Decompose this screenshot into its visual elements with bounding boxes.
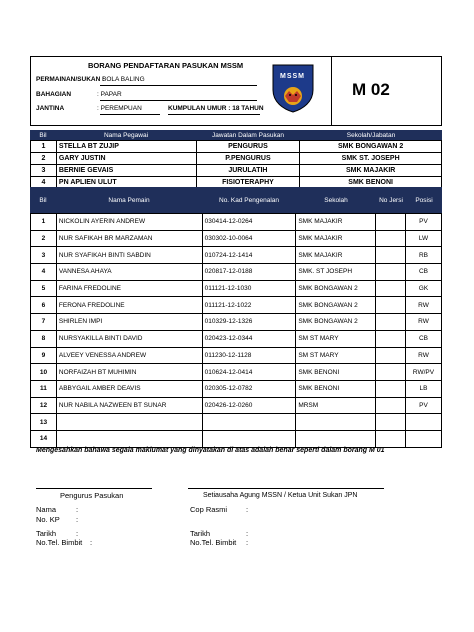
players-header (30, 187, 442, 213)
code-divider (331, 56, 332, 126)
player-nama-cell: NUR SYAFIKAH BINTI SABDIN (56, 247, 202, 264)
player-ic-cell: 020817-12-0188 (202, 264, 296, 281)
players-header-jersi: No Jersi (379, 197, 403, 204)
permainan-value: BOLA BALING (102, 76, 145, 83)
player-jersi-cell (376, 347, 406, 364)
official-nama-cell: GARY JUSTIN (56, 153, 196, 165)
player-nama-cell: SHIRLEN IMPI (56, 314, 202, 331)
player-jersi-cell (376, 297, 406, 314)
tel-left-colon: : (90, 538, 93, 547)
player-ic-cell: 011230-12-1128 (202, 347, 296, 364)
player-sekolah-cell: SMK BONGAWAN 2 (296, 280, 376, 297)
bahagian-label: BAHAGIAN (36, 91, 72, 98)
players-header-posisi: Posisi (415, 197, 433, 204)
official-sekolah-cell: SMK MAJAKIR (300, 165, 442, 177)
player-sekolah-cell (296, 430, 376, 447)
official-jawatan-cell: PENGURUS (196, 141, 300, 153)
mssm-logo (270, 62, 316, 114)
player-bil-cell: 3 (31, 247, 57, 264)
right-signature-title: Setiausaha Agung MSSN / Ketua Unit Sukan JPN (203, 492, 358, 499)
nokp-label: No. KP (36, 515, 60, 524)
player-row (31, 214, 442, 231)
player-sekolah-cell: MRSM (296, 397, 376, 414)
left-signature-line (36, 488, 152, 489)
player-ic-cell: 011121-12-1022 (202, 297, 296, 314)
tel-right-colon: : (246, 538, 249, 547)
player-jersi-cell (376, 414, 406, 431)
logo-text: MSSM (280, 73, 305, 80)
official-row (31, 153, 442, 165)
player-nama-cell: NORFAIZAH BT MUHIMIN (56, 364, 202, 381)
player-sekolah-cell: SMK BONGAWAN 2 (296, 314, 376, 331)
player-bil-cell: 5 (31, 280, 57, 297)
left-signature-title: Pengurus Pasukan (60, 491, 124, 500)
tarikh-right-colon: : (246, 529, 249, 538)
player-sekolah-cell: SMK. ST JOSEPH (296, 264, 376, 281)
player-bil-cell: 9 (31, 347, 57, 364)
player-jersi-cell (376, 330, 406, 347)
official-row (31, 141, 442, 153)
tarikh-left-label: Tarikh (36, 529, 57, 538)
officials-header-jawatan: Jawatan Dalam Pasukan (212, 132, 284, 139)
player-jersi-cell (376, 214, 406, 231)
player-nama-cell (56, 430, 202, 447)
players-header-nama: Nama Pemain (108, 197, 150, 204)
player-nama-cell: FARINA FREDOLINE (56, 280, 202, 297)
cop-rasmi-colon: : (246, 505, 249, 514)
player-nama-cell: NURSYAKILLA BINTI DAVID (56, 330, 202, 347)
player-posisi-cell: RB (406, 247, 442, 264)
official-jawatan-cell: P.PENGURUS (196, 153, 300, 165)
player-row (31, 297, 442, 314)
player-ic-cell: 030414-12-0264 (202, 214, 296, 231)
jantina-label: JANTINA (36, 105, 65, 112)
form-code: M 02 (352, 80, 390, 99)
player-ic-cell: 020305-12-0782 (202, 380, 296, 397)
tel-left-label: No.Tel. Bimbit (36, 538, 83, 547)
player-sekolah-cell: SMK MAJAKIR (296, 230, 376, 247)
player-sekolah-cell: SM ST MARY (296, 330, 376, 347)
official-row (31, 165, 442, 177)
player-row (31, 264, 442, 281)
kumpulan-underline (168, 114, 260, 115)
players-header-bil: Bil (39, 197, 47, 204)
player-jersi-cell (376, 230, 406, 247)
player-bil-cell: 10 (31, 364, 57, 381)
player-nama-cell (56, 414, 202, 431)
official-sekolah-cell: SMK BONGAWAN 2 (300, 141, 442, 153)
official-nama-cell: PN APLIEN ULUT (56, 177, 196, 189)
player-nama-cell: ALVEEY VENESSA ANDREW (56, 347, 202, 364)
form-title: BORANG PENDAFTARAN PASUKAN MSSM (88, 61, 244, 70)
player-jersi-cell (376, 314, 406, 331)
player-sekolah-cell: SMK BENONI (296, 364, 376, 381)
player-row (31, 380, 442, 397)
player-bil-cell: 4 (31, 264, 57, 281)
player-ic-cell: 020426-12-0260 (202, 397, 296, 414)
player-posisi-cell: LB (406, 380, 442, 397)
player-nama-cell: NUR NABILA NAZWEEN BT SUNAR (56, 397, 202, 414)
player-posisi-cell: RW (406, 314, 442, 331)
players-header-sekolah: Sekolah (324, 197, 348, 204)
player-ic-cell: 011121-12-1030 (202, 280, 296, 297)
player-row (31, 314, 442, 331)
player-posisi-cell: CB (406, 330, 442, 347)
player-jersi-cell (376, 430, 406, 447)
official-sekolah-cell: SMK BENONI (300, 177, 442, 189)
official-nama-cell: STELLA BT ZUJIP (56, 141, 196, 153)
player-row (31, 430, 442, 447)
player-sekolah-cell: SMK BONGAWAN 2 (296, 297, 376, 314)
player-nama-cell: FERONA FREDOLINE (56, 297, 202, 314)
jantina-underline (100, 114, 160, 115)
player-ic-cell (202, 430, 296, 447)
player-row (31, 280, 442, 297)
player-sekolah-cell: SMK BENONI (296, 380, 376, 397)
player-ic-cell: 010624-12-0414 (202, 364, 296, 381)
official-bil-cell: 1 (31, 141, 57, 153)
kumpulan-umur: KUMPULAN UMUR : 18 TAHUN (168, 105, 264, 112)
player-jersi-cell (376, 380, 406, 397)
player-bil-cell: 6 (31, 297, 57, 314)
jantina-value: : PEREMPUAN (97, 105, 142, 112)
player-posisi-cell (406, 430, 442, 447)
declaration-text: Mengesahkan bahawa segala maklumat yang dinyatakan di atas adalah benar seperti dalam borang M 01 (36, 447, 385, 454)
officials-table (30, 140, 442, 189)
player-ic-cell: 010329-12-1326 (202, 314, 296, 331)
player-sekolah-cell: SMK MAJAKIR (296, 247, 376, 264)
player-row (31, 330, 442, 347)
nama-colon: : (76, 505, 79, 514)
officials-header (30, 130, 442, 140)
player-bil-cell: 2 (31, 230, 57, 247)
bahagian-underline (100, 100, 257, 101)
player-jersi-cell (376, 247, 406, 264)
right-signature-line (188, 488, 384, 489)
bahagian-value: : PAPAR (97, 91, 122, 98)
players-table (30, 213, 442, 448)
officials-header-sekolah: Sekolah/Jabatan (346, 132, 396, 139)
player-jersi-cell (376, 364, 406, 381)
permainan-underline (100, 85, 257, 86)
player-jersi-cell (376, 280, 406, 297)
player-ic-cell: 020423-12-0344 (202, 330, 296, 347)
tarikh-right-label: Tarikh (190, 529, 211, 538)
official-sekolah-cell: SMK ST. JOSEPH (300, 153, 442, 165)
official-jawatan-cell: FISIOTERAPHY (196, 177, 300, 189)
player-nama-cell: VANNESA AHAYA (56, 264, 202, 281)
player-row (31, 247, 442, 264)
players-header-ic: No. Kad Pengenalan (219, 197, 279, 204)
player-ic-cell: 010724-12-1414 (202, 247, 296, 264)
player-nama-cell: ABBYGAIL AMBER DEAVIS (56, 380, 202, 397)
player-row (31, 230, 442, 247)
officials-header-bil: Bil (39, 132, 47, 139)
official-bil-cell: 4 (31, 177, 57, 189)
player-posisi-cell: CB (406, 264, 442, 281)
player-sekolah-cell (296, 414, 376, 431)
player-bil-cell: 11 (31, 380, 57, 397)
tarikh-left-colon: : (76, 529, 79, 538)
official-jawatan-cell: JURULATIH (196, 165, 300, 177)
official-bil-cell: 3 (31, 165, 57, 177)
player-posisi-cell: RW (406, 297, 442, 314)
player-bil-cell: 8 (31, 330, 57, 347)
player-sekolah-cell: SMK MAJAKIR (296, 214, 376, 231)
player-bil-cell: 14 (31, 430, 57, 447)
player-row (31, 414, 442, 431)
player-bil-cell: 7 (31, 314, 57, 331)
player-jersi-cell (376, 397, 406, 414)
player-posisi-cell (406, 414, 442, 431)
player-posisi-cell: RW/PV (406, 364, 442, 381)
nama-label: Nama (36, 505, 57, 514)
player-row (31, 364, 442, 381)
player-posisi-cell: GK (406, 280, 442, 297)
cop-rasmi-label: Cop Rasmi (190, 505, 228, 514)
player-row (31, 347, 442, 364)
player-posisi-cell: PV (406, 397, 442, 414)
official-nama-cell: BERNIE GEVAIS (56, 165, 196, 177)
player-ic-cell: 030302-10-0064 (202, 230, 296, 247)
permainan-label: PERMAINAN/SUKAN : (36, 76, 105, 83)
officials-header-nama: Nama Pegawai (103, 132, 149, 139)
nokp-colon: : (76, 515, 79, 524)
player-ic-cell (202, 414, 296, 431)
player-jersi-cell (376, 264, 406, 281)
player-bil-cell: 12 (31, 397, 57, 414)
player-bil-cell: 13 (31, 414, 57, 431)
player-nama-cell: NUR SAFIKAH BR MARZAMAN (56, 230, 202, 247)
player-sekolah-cell: SM ST MARY (296, 347, 376, 364)
player-bil-cell: 1 (31, 214, 57, 231)
official-bil-cell: 2 (31, 153, 57, 165)
player-nama-cell: NICKOLIN AYERIN ANDREW (56, 214, 202, 231)
tel-right-label: No.Tel. Bimbit (190, 538, 237, 547)
player-posisi-cell: PV (406, 214, 442, 231)
player-posisi-cell: LW (406, 230, 442, 247)
player-row (31, 397, 442, 414)
player-posisi-cell: RW (406, 347, 442, 364)
